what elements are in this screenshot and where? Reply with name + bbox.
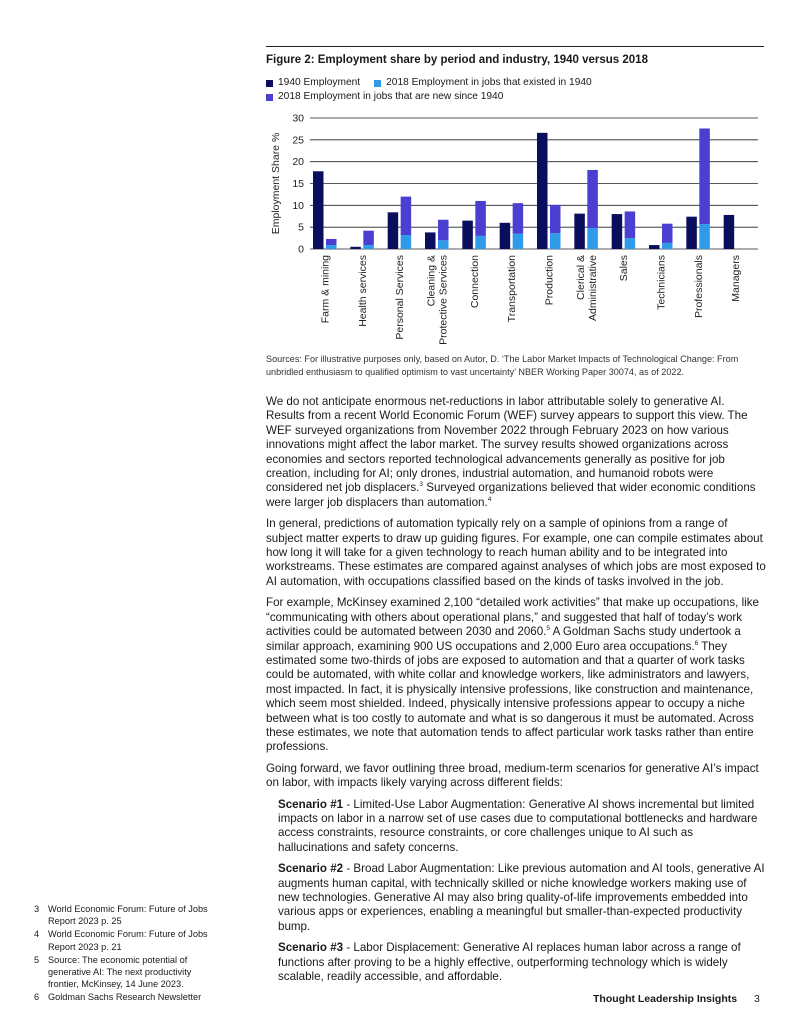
x-tick-label: Cleaning & — [425, 255, 438, 307]
bar-2018-new — [662, 224, 673, 243]
x-tick-label: Personal Services — [394, 255, 407, 340]
bar-1940 — [350, 247, 361, 249]
body-text — [266, 395, 766, 991]
x-tick-label: Administrative — [586, 255, 599, 321]
footnote-text: Goldman Sachs Research Newsletter — [48, 992, 202, 1003]
footnote-4 — [34, 928, 214, 952]
bar-1940 — [724, 215, 735, 249]
page-footer — [593, 993, 760, 1005]
bar-2018-existing — [662, 243, 673, 249]
bar-2018-existing — [363, 245, 374, 249]
footnote-6 — [34, 991, 214, 1003]
x-tick-label: Managers — [730, 255, 743, 302]
scenario-1 — [278, 798, 766, 856]
x-tick-label: Sales — [618, 255, 631, 282]
scenario-2-label: Scenario #2 — [278, 862, 344, 876]
footnote-number: 5 — [34, 954, 40, 965]
footnote-ref-4: 4 — [487, 495, 492, 503]
figure-top-rule — [266, 46, 764, 47]
figure-title: Figure 2: Employment share by period and industry, 1940 versus 2018 — [266, 54, 648, 66]
footnote-3 — [34, 903, 214, 927]
x-tick-label: Production — [543, 255, 556, 306]
bar-1940 — [500, 223, 511, 249]
bar-2018-new — [513, 203, 524, 234]
x-tick-label: Health services — [356, 255, 369, 327]
footnote-text: World Economic Forum: Future of Jobs Report 2023 p. 25 — [48, 904, 208, 927]
bar-1940 — [388, 212, 399, 249]
p3-text-c: They estimated some two-thirds of jobs are exposed to automation and that a quarter of work tasks could be automated, with white collar and knowledge workers, like administrators and lawyers, most impacted. In fact, it is physically intensive professions, like construction and maintenance, which seem most shielded. Indeed, physically intensive professions appear to occupy a niche between what is too costly to automate and what is so dangerous it must be automated. Across these estimates, we note that automation tends to affect particular work tasks rather than entire professions. — [266, 639, 754, 754]
bar-2018-new — [699, 128, 710, 224]
bar-2018-existing — [326, 245, 337, 249]
p1-text-b: Surveyed organizations believed that wider economic conditions were larger job displacers than automation. — [266, 481, 756, 509]
scenario-2-text: - Broad Labor Augmentation: Like previous automation and AI tools, generative AI augments human capital, with technically skilled or niche knowledge workers making use of new technologies. Generative AI may also bring quality-of-life improvements embedded into various apps or experiences, enabling a meaningful but smaller-than-expected productivity bump. — [278, 862, 765, 933]
footnote-number: 6 — [34, 992, 40, 1003]
scenario-3-text: - Labor Displacement: Generative AI replaces human labor across a range of functions after proving to be a highly effective, outperforming technology which is widely scalable, readily accessible, and affordable. — [278, 941, 741, 984]
bar-2018-new — [326, 239, 337, 245]
footnote-number: 4 — [34, 929, 40, 940]
bar-2018-new — [363, 231, 374, 245]
footnote-text: World Economic Forum: Future of Jobs Report 2023 p. 21 — [48, 929, 208, 952]
bar-1940 — [537, 133, 548, 249]
bar-2018-new — [550, 205, 561, 233]
bar-1940 — [313, 171, 324, 249]
bar-1940 — [574, 214, 585, 249]
x-tick-label: Technicians — [655, 255, 668, 310]
paragraph-1 — [266, 395, 766, 510]
scenario-1-text: - Limited-Use Labor Augmentation: Generative AI shows incremental but limited impacts on labor in a narrow set of use cases due to computational bottlenecks and hardware access constraints, resource constraints, or core challenges unique to AI such as hallucinations and safety concerns. — [278, 797, 758, 854]
y-tick-label: 10 — [292, 199, 304, 212]
legend-swatch-2018-existing — [374, 80, 381, 87]
bar-2018-new — [401, 197, 412, 235]
p3-text-a: For example, McKinsey examined 2,100 “detailed work activities” that make up occupations, like “communicating with others about operational plans,” and suggested that half of today’s work activities could be automated between 2030 and 2060. — [266, 596, 759, 639]
bar-2018-existing — [699, 224, 710, 249]
paragraph-2: In general, predictions of automation typically rely on a sample of opinions from a range of subject matter experts to draw up guiding figures. For example, one can compile estimates about how long it will take for a given technology to reach human ability and to be integrated into workstreams. These estimates are compared against analyses of which jobs are most exposed to AI automation, with occupations classified based on the kinds of tasks involved in the job. — [266, 517, 766, 588]
bar-1940 — [612, 214, 623, 249]
y-tick-label: 20 — [292, 156, 304, 169]
scenario-3 — [278, 941, 766, 984]
bar-1940 — [425, 232, 436, 249]
bar-1940 — [649, 245, 660, 249]
footnote-text: Source: The economic potential of generative AI: The next productivity frontier, McKinsey, 14 June 2023. — [48, 954, 192, 990]
legend-swatch-2018-new — [266, 94, 273, 101]
footnote-5 — [34, 954, 214, 991]
bar-2018-existing — [475, 236, 486, 249]
x-tick-label: Clerical & — [574, 255, 587, 300]
footer-brand: Thought Leadership Insights — [593, 993, 738, 1005]
chart-legend — [266, 76, 606, 104]
legend-item-1940 — [266, 76, 360, 90]
footnotes — [34, 903, 214, 1005]
x-tick-label: Transportation — [506, 255, 519, 323]
x-tick-label: Farm & mining — [319, 255, 332, 324]
bar-1940 — [686, 217, 697, 249]
y-tick-label: 30 — [292, 112, 304, 125]
figure-sources: Sources: For illustrative purposes only, based on Autor, D. ‘The Labor Market Impacts of Technological Change: From unbridled enthusiasm to qualified optimism to vast uncertainty’ NBER Working Paper 30074, as of 2022. — [266, 354, 739, 377]
legend-item-2018-new — [266, 90, 503, 104]
bar-1940 — [462, 221, 473, 249]
paragraph-3 — [266, 596, 766, 754]
y-tick-label: 15 — [292, 178, 304, 190]
bar-2018-existing — [587, 228, 598, 249]
legend-item-2018-existing — [374, 76, 592, 90]
legend-label-2018-new: 2018 Employment in jobs that are new since 1940 — [278, 91, 504, 102]
bar-2018-new — [438, 220, 449, 241]
legend-label-2018-existing: 2018 Employment in jobs that existed in 1940 — [386, 77, 592, 88]
x-tick-label: Professionals — [692, 255, 705, 319]
scenario-2 — [278, 862, 766, 934]
scenario-1-label: Scenario #1 — [278, 797, 344, 811]
legend-label-1940: 1940 Employment — [278, 77, 361, 88]
y-tick-label: 25 — [292, 134, 304, 147]
bar-2018-existing — [625, 238, 636, 249]
footnote-ref-3: 3 — [419, 481, 424, 489]
bar-2018-existing — [550, 233, 561, 249]
paragraph-4: Going forward, we favor outlining three broad, medium-term scenarios for generative AI’s impact on labor, with impacts likely varying across different fields: — [266, 761, 759, 790]
p1-text-a: We do not anticipate enormous net-reductions in labor attributable solely to generative AI. Results from a recent World Economic Forum (WEF) survey appears to support this view. The WEF surveyed organizations from November 2022 through February 2023 on how various innovations might affect the labor market. The survey results showed organizations across economies and sectors reported technological advancements generally as positive for job creation, including for AI; only drones, industrial automation, and humanoid robots were considered net job displacers. — [266, 395, 748, 495]
employment-share-chart — [262, 108, 766, 350]
bar-2018-new — [587, 170, 598, 228]
bar-2018-existing — [401, 235, 412, 249]
scenario-3-label: Scenario #3 — [278, 941, 344, 955]
y-axis-label: Employment Share % — [270, 132, 282, 235]
footnote-ref-6: 6 — [694, 639, 699, 647]
p3-text-b: A Goldman Sachs study undertook a similar approach, examining 900 US occupations and 2,000 Euro area occupations. — [266, 625, 741, 653]
y-tick-label: 0 — [298, 243, 304, 256]
x-tick-label: Connection — [468, 255, 481, 309]
bar-2018-existing — [438, 240, 449, 249]
legend-swatch-1940 — [266, 80, 273, 87]
footnote-number: 3 — [34, 904, 40, 914]
bar-2018-new — [475, 201, 486, 236]
x-tick-label: Protective Services — [437, 255, 450, 345]
bar-2018-new — [625, 211, 636, 238]
y-tick-label: 5 — [298, 221, 304, 234]
bar-2018-existing — [513, 234, 524, 249]
footnote-ref-5: 5 — [546, 625, 551, 633]
page-number: 3 — [754, 993, 760, 1005]
